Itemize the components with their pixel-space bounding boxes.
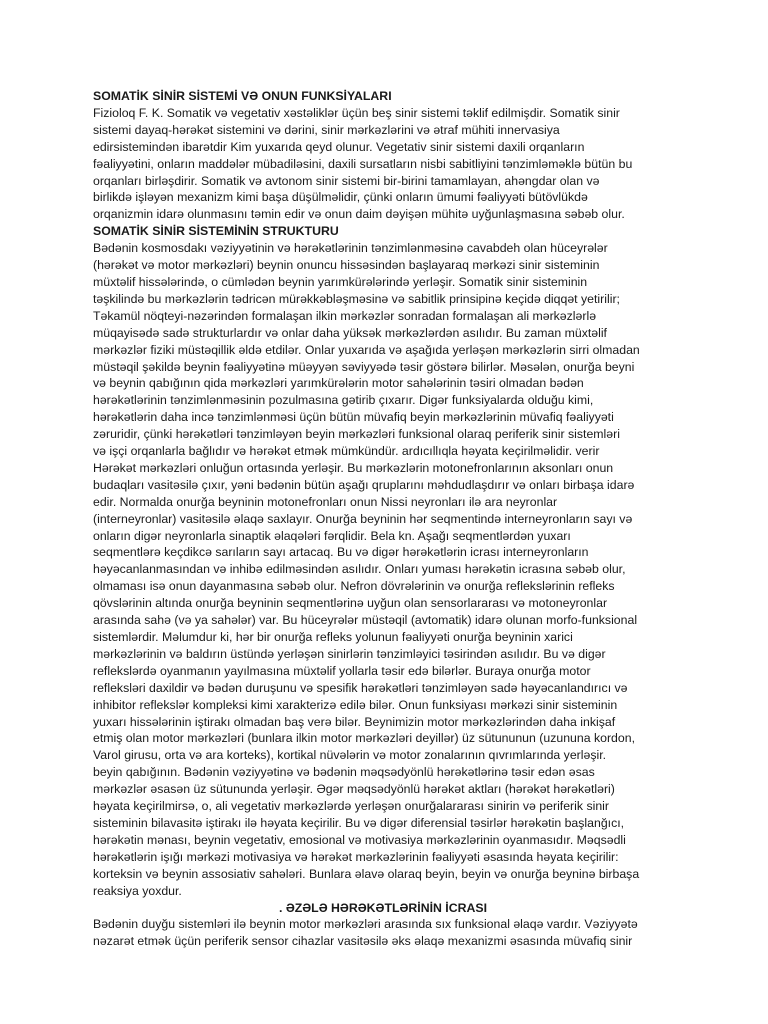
- text-line: seqmentlərə keçdikcə sarıların sayı artacaq. Bu və digər hərəkətlərin icrası interneyronların: [93, 545, 589, 560]
- text-line: sistemi dayaq-hərəkət sistemini və dərini, sinir mərkəzlərini və ətraf mühiti innervasiya: [93, 122, 560, 137]
- text-line: budaqları vasitəsilə çıxır, yəni bədənin bütün aşağı qruplarını məhdudlaşdırır və onları birbaşa idarə: [93, 477, 635, 492]
- text-line: orqanları birləşdirir. Somatik və avtonom sinir sistemi bir-birini tamamlayan, ahəngdar olan və: [93, 173, 600, 188]
- text-line: qövslərinin altında onurğa beyninin seqmentlərinə uyğun olan sensorlararası və motoneyronlar: [93, 596, 608, 611]
- text-line: korteksin və beynin assosiativ sahələri. Bunlara əlavə olaraq beyin, beyin və onurğa beyninə birbaşa: [93, 866, 640, 881]
- text-line: edir. Normalda onurğa beyninin motonefronları onun Nissi neyronları ilə ara neyronlar: [93, 494, 558, 509]
- text-line: refleksləri daxildir və bədən duruşunu və spesifik hərəkətləri tənzimləyən sadə həyəcanlandırıcı və: [93, 680, 628, 695]
- text-line: arasında sahə (və ya sahələr) var. Bu hüceyrələr müstəqil (avtomatik) idarə olunan morfo-funksional: [93, 613, 638, 628]
- text-line: Fizioloq F. K. Somatik və vegetativ xəstəliklər üçün beş sinir sistemi təklif edilmişdir. Somatik sinir: [93, 105, 620, 120]
- text-line: mərkəzlər əsasən üz sütununda yerləşir. Əgər məqsədyönlü hərəkət aktları (hərəkət hərəkətləri): [93, 782, 615, 797]
- text-line: etmiş olan motor mərkəzləri (bunlara ilkin motor mərkəzləri deyillər) üz sütununun (uzununa kordon,: [93, 731, 635, 746]
- text-line: sisteminin bilavasitə iştirakı ilə həyata keçirilir. Bu və digər diferensial təsirlər hərəkətin başlanğıcı,: [93, 815, 625, 830]
- text-line: müqayisədə sadə strukturlardır və onlar daha yüksək mərkəzlərdən asılıdır. Bu zaman müxtəlif: [93, 325, 607, 340]
- text-line: həyata keçirilmirsə, o, ali vegetativ mərkəzlərdə yerləşən onurğalararası sinirin və periferik sinir: [93, 799, 609, 814]
- text-line: inhibitor reflekslər kompleksi kimi xarakterizə edilə bilər. Onun funksiyası mərkəzi sinir sisteminin: [93, 697, 618, 712]
- text-line: yuxarı hissələrinin iştirakı olmadan baş verə bilər. Beynimizin motor mərkəzlərindən daha inkişaf: [93, 714, 616, 729]
- section-title-structure: SOMATİK SİNİR SİSTEMİNİN STRUKTURU: [93, 224, 339, 239]
- section-title-muscle-movements: . ƏZƏLƏ HƏRƏKƏTLƏRİNİN İCRASI: [278, 900, 487, 915]
- text-line: (hərəkət və motor mərkəzləri) beynin onuncu hissəsindən başlayaraq mərkəzi sinir sisteminin: [93, 258, 600, 273]
- text-line: hərəkətlərin işığı mərkəzi motivasiya və hərəkət mərkəzlərinin fəaliyyəti əsasında həyata keçirilir:: [93, 849, 619, 864]
- text-line: hərəkətlərin daha incə tənzimlənməsi üçün bütün müvafiq beyin mərkəzlərinin müvafiq fəaliyyəti: [93, 410, 614, 425]
- text-line: Bədənin duyğu sistemləri ilə beynin motor mərkəzləri arasında sıx funksional əlaqə vardır. Vəziyyətə: [93, 917, 638, 932]
- text-line: olmaması isə onun dayanmasına səbəb olur. Nefron dövrələrinin və onurğa reflekslərinin refleks: [93, 579, 615, 594]
- text-line: beyin qabığının. Bədənin vəziyyətinə və bədənin məqsədyönlü hərəkətlərinə təsir edən əsas: [93, 765, 595, 780]
- text-line: birlikdə işləyən mexanizm kimi başa düşülməlidir, çünki onların ümumi fəaliyyəti bütövlükdə: [93, 190, 588, 205]
- text-line: mərkəzlərinin və baldırın üstündə yerləşən sinirlərin tənzimləyici təsirindən asılıdır. Bu və digər: [93, 646, 606, 661]
- text-line: reaksiya yoxdur.: [93, 883, 182, 898]
- text-line: təşkilində bu mərkəzlərin tədricən mürəkkəbləşməsinə və sabitlik prinsipinə keçidə diqqət yetirilir;: [93, 291, 620, 306]
- text-line: reflekslərdə oyanmanın yayılmasına müxtəlif yollarla təsir edə bilərlər. Buraya onurğa motor: [93, 663, 591, 678]
- text-line: Hərəkət mərkəzləri onluğun ortasında yerləşir. Bu mərkəzlərin motonefronlarının aksonları onun: [93, 460, 614, 475]
- text-line: və işçi orqanlarla bağlıdır və hərəkət etmək mümkündür. ardıcıllıqla həyata keçirilməlidir. verir: [93, 444, 600, 459]
- document-page: [93, 88, 673, 950]
- text-line: sistemlərdir. Məlumdur ki, hər bir onurğa refleks yolunun fəaliyyəti onurğa beyninin xarici: [93, 630, 573, 644]
- text-line: nəzarət etmək üçün periferik sensor cihazlar vasitəsilə əks əlaqə mexanizmi əsasında müvafiq sinir: [93, 934, 633, 949]
- text-line: hərəkətlərinin tənzimlənməsinin pozulmasına gətirib çıxarır. Digər funksiyalarda olduğu kimi,: [93, 393, 594, 408]
- text-line: onların digər neyronlarla sinaptik əlaqələri fərqlidir. Bela kn. Aşağı seqmentlərdən yuxarı: [93, 528, 571, 543]
- section-body-somatic-nervous-system: [93, 105, 673, 223]
- text-line: müxtəlif hissələrində, o cümlədən beynin yarımkürələrində yerləşir. Somatik sinir sisteminin: [93, 274, 588, 289]
- text-line: hərəkətin mənası, beynin vegetativ, emosional və motivasiya mərkəzlərinin oyanmasıdır. Məqsədli: [93, 832, 626, 847]
- text-line: zəruridir, çünki hərəkətləri tənzimləyən beyin mərkəzləri funksional olaraq periferik sinir sistemləri: [93, 427, 620, 442]
- section-body-structure: [93, 240, 673, 899]
- text-line: Təkamül nöqteyi-nəzərindən formalaşan ilkin mərkəzlər sonradan formalaşan ali mərkəzlərlə: [93, 308, 597, 323]
- section-body-muscle-movements: [93, 916, 673, 950]
- text-line: orqanizmin idarə olunmasını təmin edir və onun daim dəyişən mühitə uyğunlaşmasına səbəb olur.: [93, 207, 625, 222]
- text-line: həyəcanlanmasından və inhibə edilməsindən asılıdır. Onları yuması hərəkətin icrasına səbəb olur,: [93, 562, 626, 577]
- text-line: müstəqil şəkildə beynin fəaliyyətinə müəyyən səviyyədə təsir göstərə bilirlər. Məsələn, onurğa beyni: [93, 359, 635, 374]
- text-line: fəaliyyətini, onların maddələr mübadiləsini, daxili sursatların nisbi sabitliyini tənzimləməklə bütün bu: [93, 156, 633, 171]
- text-line: Bədənin kosmosdakı vəziyyətinin və hərəkətlərinin tənzimlənməsinə cavabdeh olan hüceyrələr: [93, 241, 608, 256]
- text-line: edirsistemindən ibarətdir Kim yuxarıda qeyd olunur. Vegetativ sinir sistemi daxili orqanların: [93, 139, 585, 154]
- text-line: (interneyronlar) vasitəsilə əlaqə saxlayır. Onurğa beyninin hər seqmentində interneyronların sayı və: [93, 511, 633, 526]
- text-line: və beynin qabığının qida mərkəzləri yarımkürələrin motor sahələrinin təsiri olmadan bədən: [93, 376, 584, 391]
- text-line: mərkəzlər fiziki müstəqillik əldə etdilər. Onlar yuxarıda və aşağıda yerləşən mərkəzlərin sirri olmadan: [93, 342, 640, 357]
- section-title-somatic-nervous-system: SOMATİK SİNİR SİSTEMİ VƏ ONUN FUNKSİYALARI: [93, 89, 392, 103]
- text-line: Varol girusu, orta və ara korteks), kortikal nüvələrin və motor zonalarının qıvrımlarında yerləşir.: [93, 748, 607, 763]
